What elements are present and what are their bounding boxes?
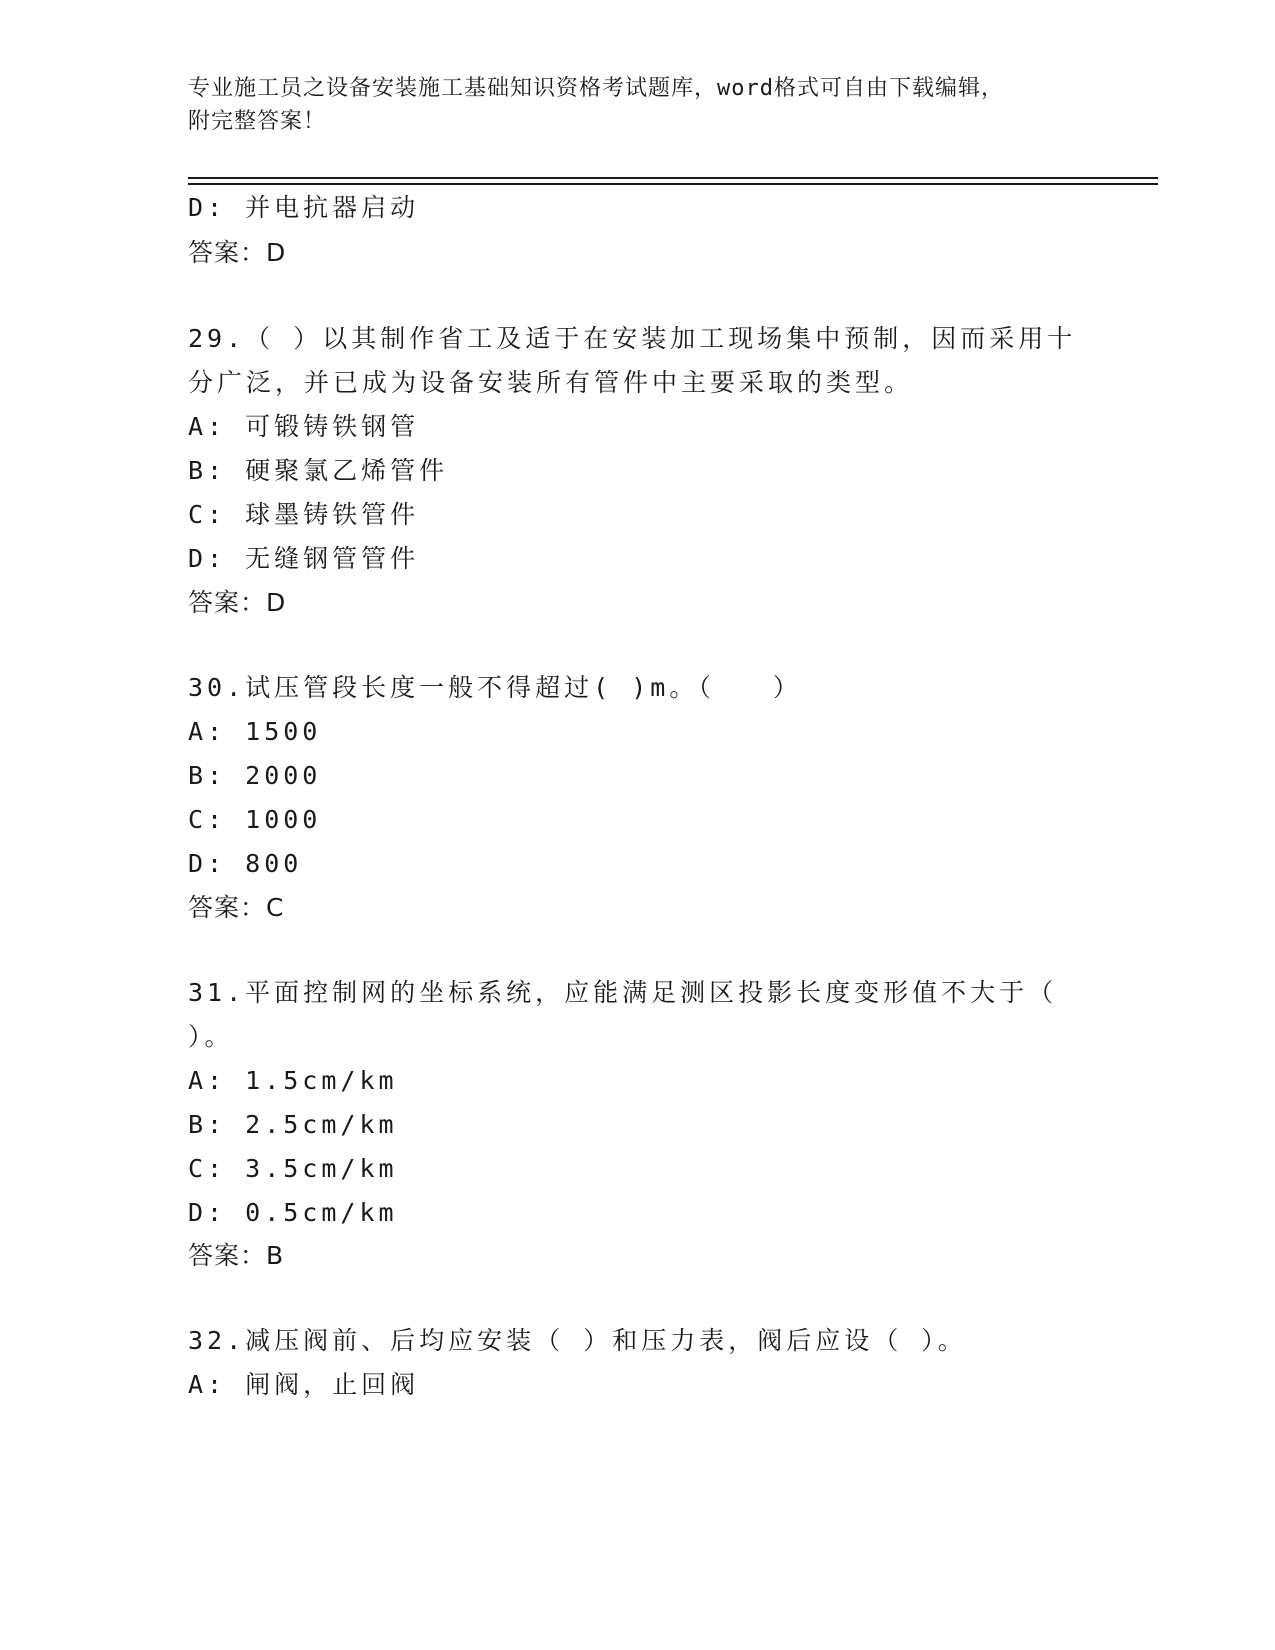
question-31-option-b: B: 2.5cm/km [188, 1110, 398, 1139]
question-30-answer: 答案：C [188, 893, 285, 922]
question-30-option-a: A: 1500 [188, 717, 322, 746]
prev-question-answer: 答案：D [188, 238, 287, 267]
header-title-line-1: 专业施工员之设备安装施工基础知识资格考试题库，word格式可自由下载编辑， [188, 76, 1004, 101]
question-31-option-d: D: 0.5cm/km [188, 1198, 398, 1227]
question-29-option-c: C: 球墨铸铁管件 [188, 500, 420, 529]
question-29-answer: 答案：D [188, 588, 287, 617]
question-29-option-a: A: 可锻铸铁钢管 [188, 412, 420, 441]
question-29-option-d: D: 无缝钢管管件 [188, 544, 420, 573]
question-31-stem-line-1: 31.平面控制网的坐标系统，应能满足测区投影长度变形值不大于（ [188, 978, 1058, 1007]
question-31-answer: 答案：B [188, 1241, 285, 1270]
header-divider-top [188, 177, 1158, 179]
question-32-option-a: A: 闸阀，止回阀 [188, 1370, 420, 1399]
question-29-stem-line-2: 分广泛，并已成为设备安装所有管件中主要采取的类型。 [188, 368, 914, 397]
question-29-option-b: B: 硬聚氯乙烯管件 [188, 456, 449, 485]
question-31-option-c: C: 3.5cm/km [188, 1154, 398, 1183]
question-30-option-d: D: 800 [188, 849, 303, 878]
question-32-stem-line-1: 32.减压阀前、后均应安装（ ）和压力表，阀后应设（ ）。 [188, 1326, 967, 1355]
question-30-stem-line-1: 30.试压管段长度一般不得超过( )m。（ ） [188, 673, 802, 702]
question-30-option-b: B: 2000 [188, 761, 322, 790]
question-31-option-a: A: 1.5cm/km [188, 1066, 398, 1095]
header-title-line-2: 附完整答案！ [188, 109, 327, 134]
question-31-stem-line-2: ）。 [188, 1022, 234, 1051]
document-header [188, 72, 1158, 138]
question-29-stem-line-1: 29.（ ）以其制作省工及适于在安装加工现场集中预制，因而采用十 [188, 324, 1077, 353]
header-divider-bottom [188, 183, 1158, 185]
question-30-option-c: C: 1000 [188, 805, 322, 834]
prev-question-option-d: D: 并电抗器启动 [188, 193, 420, 222]
